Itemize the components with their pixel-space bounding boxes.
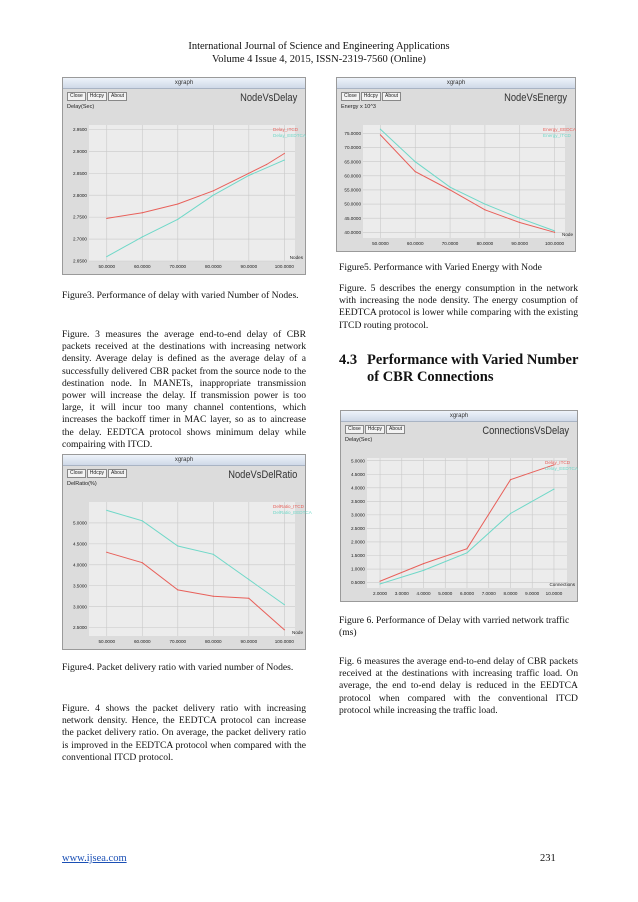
data-point: [248, 579, 249, 580]
x-tick-label: 90.0000: [511, 241, 529, 246]
y-tick-label: 75.0000: [344, 131, 361, 137]
y-tick-label: 1.0000: [350, 566, 365, 572]
xgraph-window-node-vs-delratio: [62, 454, 312, 650]
y-tick-label: 50.0000: [344, 201, 361, 207]
left-paragraph-2: Figure. 4 shows the packet delivery ratio with increasing network density. Hence, the EEDTCA protocol can increase the packet delivery ratio. On average, the packet delivery ratio is improved in the EEDTCA protocol when compared with the conventional ITCD protocol.: [62, 703, 306, 763]
data-point: [510, 479, 511, 480]
x-tick-label: 60.0000: [406, 241, 424, 246]
y-tick-label: 1.5000: [350, 553, 365, 559]
x-tick-label: 50.0000: [98, 639, 116, 644]
data-point: [415, 161, 416, 162]
x-tick-label: 80.0000: [205, 639, 222, 644]
data-point: [379, 581, 380, 582]
x-tick-label: 70.0000: [169, 639, 187, 644]
data-point: [213, 190, 214, 191]
x-tick-label: 100.0000: [544, 241, 565, 246]
data-point: [415, 171, 416, 172]
y-tick-label: 2.0000: [350, 539, 365, 545]
plot-area: [89, 502, 295, 636]
y-tick-label: 5.0000: [72, 520, 87, 526]
connections-vs-delay-plot: [341, 422, 577, 602]
legend-entry: DelRatio_EEDTCA: [273, 510, 312, 515]
data-point: [484, 204, 485, 205]
y-tick-label: 2.8000: [72, 192, 87, 198]
about-button[interactable]: About: [382, 92, 401, 101]
journal-website-link[interactable]: www.ijsea.com: [62, 853, 127, 864]
node-vs-energy-plot: [337, 89, 575, 252]
x-tick-label: 5.0000: [438, 591, 453, 596]
data-point: [106, 552, 107, 553]
y-tick-label: 4.0000: [72, 562, 87, 568]
x-tick-label: 2.0000: [373, 591, 388, 596]
about-button[interactable]: About: [108, 92, 127, 101]
journal-issue: Volume 4 Issue 4, 2015, ISSN-2319-7560 (Online): [212, 54, 426, 65]
y-tick-label: 2.5000: [72, 625, 87, 631]
node-vs-delay-plot: [63, 89, 305, 275]
node-vs-delratio-plot: [63, 466, 312, 650]
legend-entry: Energy_EEDCA: [543, 127, 576, 132]
y-axis-label: Energy x 10^3: [341, 104, 376, 110]
y-tick-label: 2.6500: [72, 258, 87, 264]
x-tick-label: 4.0000: [416, 591, 431, 596]
x-tick-label: 90.0000: [240, 639, 258, 644]
y-tick-label: 60.0000: [344, 173, 361, 179]
x-tick-label: 60.0000: [133, 639, 151, 644]
data-point: [449, 189, 450, 190]
x-tick-label: 3.0000: [394, 591, 409, 596]
data-point: [213, 554, 214, 555]
hardcopy-button[interactable]: Hdcpy: [361, 92, 381, 101]
about-button[interactable]: About: [108, 469, 127, 478]
data-point: [554, 230, 555, 231]
data-point: [248, 598, 249, 599]
data-point: [519, 218, 520, 219]
data-point: [177, 545, 178, 546]
right-paragraph-2: Fig. 6 measures the average end-to-end delay of CBR packets received at the destinations with increasing traffic load. On average, the end to-end delay is reduced in the EEDTCA protocol when compared with the conventional ITCD protocol while increasing the traffic load.: [339, 656, 578, 716]
y-tick-label: 2.5000: [350, 526, 365, 532]
data-point: [177, 203, 178, 204]
data-point: [142, 562, 143, 563]
x-tick-label: 7.0000: [481, 591, 496, 596]
data-point: [466, 548, 467, 549]
plot-area: [89, 125, 295, 261]
y-tick-label: 2.8500: [72, 170, 87, 176]
legend-entry: Delay_EEDTCA: [545, 466, 578, 471]
legend-entry: Delay_ITCD: [273, 127, 299, 132]
x-tick-label: 50.0000: [372, 241, 389, 246]
y-tick-label: 0.5000: [350, 580, 365, 586]
x-tick-label: 70.0000: [441, 241, 459, 246]
journal-header: [0, 40, 638, 66]
x-tick-label: 100.0000: [274, 639, 294, 644]
y-tick-label: 2.7500: [72, 214, 87, 220]
y-axis-label: Delay(Sec): [67, 104, 95, 110]
y-tick-label: 55.0000: [344, 187, 361, 193]
xgraph-window-node-vs-energy: [336, 77, 576, 252]
data-point: [423, 563, 424, 564]
y-tick-label: 4.5000: [72, 541, 87, 547]
x-tick-label: 70.0000: [169, 264, 187, 269]
figure3-caption: Figure3. Performance of delay with varied Number of Nodes.: [62, 290, 299, 301]
data-point: [380, 129, 381, 130]
window-title: xgraph: [63, 78, 305, 89]
data-point: [466, 552, 467, 553]
data-point: [177, 219, 178, 220]
y-tick-label: 45.0000: [344, 215, 361, 221]
x-tick-label: 80.0000: [205, 264, 222, 269]
x-tick-label: 6.0000: [459, 591, 475, 596]
data-point: [423, 570, 424, 571]
data-point: [266, 164, 267, 165]
graph-name: NodeVsDelRatio: [227, 469, 297, 481]
data-point: [248, 175, 249, 176]
x-axis-label: Nodes: [289, 255, 303, 260]
y-tick-label: 2.7000: [72, 236, 87, 242]
y-tick-label: 5.0000: [350, 458, 365, 464]
y-tick-label: 3.5000: [72, 583, 87, 589]
xgraph-window-node-vs-delay: [62, 77, 306, 275]
data-point: [510, 513, 511, 514]
data-point: [106, 218, 107, 219]
about-button[interactable]: About: [386, 425, 405, 434]
y-tick-label: 2.9000: [72, 148, 87, 154]
legend-entry: Energy_ITCD: [543, 133, 571, 138]
xgraph-window-connections-vs-delay: [340, 410, 578, 602]
page-number: 231: [540, 853, 556, 864]
data-point: [142, 236, 143, 237]
y-tick-label: 3.0000: [350, 512, 365, 518]
journal-title: International Journal of Science and Engineering Applications: [188, 41, 450, 52]
section-title: Performance with Varied Number of CBR Connections: [367, 352, 579, 385]
y-tick-label: 2.9500: [72, 126, 87, 132]
close-button[interactable]: Close: [341, 92, 360, 101]
x-tick-label: 10.0000: [545, 591, 563, 596]
y-tick-label: 65.0000: [344, 159, 361, 165]
data-point: [284, 629, 285, 630]
section-number: 4.3: [339, 352, 358, 368]
window-title: xgraph: [337, 78, 575, 89]
data-point: [213, 195, 214, 196]
legend-entry: Delay_ITCD: [545, 460, 571, 465]
close-button[interactable]: Close: [345, 425, 364, 434]
data-point: [380, 134, 381, 135]
data-point: [554, 232, 555, 233]
hardcopy-button[interactable]: Hdcpy: [365, 425, 385, 434]
y-tick-label: 3.5000: [350, 498, 365, 504]
x-tick-label: 60.0000: [133, 264, 151, 269]
data-point: [142, 212, 143, 213]
data-point: [284, 153, 285, 154]
hardcopy-button[interactable]: Hdcpy: [87, 92, 107, 101]
x-tick-label: 9.0000: [525, 591, 540, 596]
data-point: [284, 604, 285, 605]
close-button[interactable]: Close: [67, 469, 86, 478]
y-tick-label: 4.5000: [350, 471, 365, 477]
graph-name: NodeVsDelay: [239, 92, 297, 104]
data-point: [379, 583, 380, 584]
graph-name: NodeVsEnergy: [504, 92, 567, 104]
y-tick-label: 70.0000: [344, 145, 361, 151]
data-point: [553, 489, 554, 490]
data-point: [213, 596, 214, 597]
right-paragraph-1: Figure. 5 describes the energy consumption in the network with increasing the node density. The energy cosumption of EEDTCA protocol is lower while comparing with the existing ITCD routing protocol.: [339, 283, 578, 331]
x-tick-label: 100.0000: [274, 264, 294, 269]
figure6-caption: Figure 6. Performance of Delay with varried network traffic (ms): [339, 615, 570, 638]
x-axis-label: Node: [562, 232, 573, 237]
data-point: [177, 589, 178, 590]
y-axis-label: Delay(Sec): [345, 437, 373, 443]
data-point: [142, 520, 143, 521]
window-title: xgraph: [341, 411, 577, 422]
x-tick-label: 50.0000: [98, 264, 116, 269]
left-paragraph-1: Figure. 3 measures the average end-to-end delay of CBR packets received at the destinations with increasing network density. Average delay is defined as the average delay of a successfully delivered CBR packet from the source node to the destination node. In MANETs, inappropriate transmission power will increase the delay. If transmission power is too large, it will incur too many channel contentions, which increases the backoff timer in MAC layer, so as to aincrease the delay. EEDTCA protocol shows minimum delay while compairing with ITCD.: [62, 329, 306, 450]
close-button[interactable]: Close: [67, 92, 86, 101]
window-title: xgraph: [63, 455, 305, 466]
y-tick-label: 3.0000: [72, 604, 87, 610]
figure4-caption: Figure4. Packet delivery ratio with varied number of Nodes.: [62, 662, 294, 673]
x-tick-label: 80.0000: [476, 241, 494, 246]
y-tick-label: 40.0000: [344, 229, 361, 235]
legend-entry: DelRatio_ITCD: [273, 504, 304, 509]
x-tick-label: 8.0000: [503, 591, 518, 596]
data-point: [449, 187, 450, 188]
data-point: [106, 256, 107, 257]
figure5-caption: Figure5. Performance with Varied Energy with Node: [339, 262, 542, 273]
x-tick-label: 90.0000: [240, 264, 258, 269]
hardcopy-button[interactable]: Hdcpy: [87, 469, 107, 478]
plot-area: [363, 125, 565, 238]
x-axis-label: Node: [292, 630, 303, 635]
data-point: [519, 222, 520, 223]
data-point: [484, 209, 485, 210]
data-point: [284, 159, 285, 160]
legend-entry: Delay_EEDTCA: [273, 133, 306, 138]
data-point: [106, 510, 107, 511]
x-axis-label: Connections: [549, 582, 575, 587]
section-heading: [339, 352, 584, 386]
graph-name: ConnectionsVsDelay: [482, 425, 569, 437]
data-point: [248, 173, 249, 174]
y-tick-label: 4.0000: [350, 485, 365, 491]
y-axis-label: DelRatio(%): [67, 481, 97, 487]
